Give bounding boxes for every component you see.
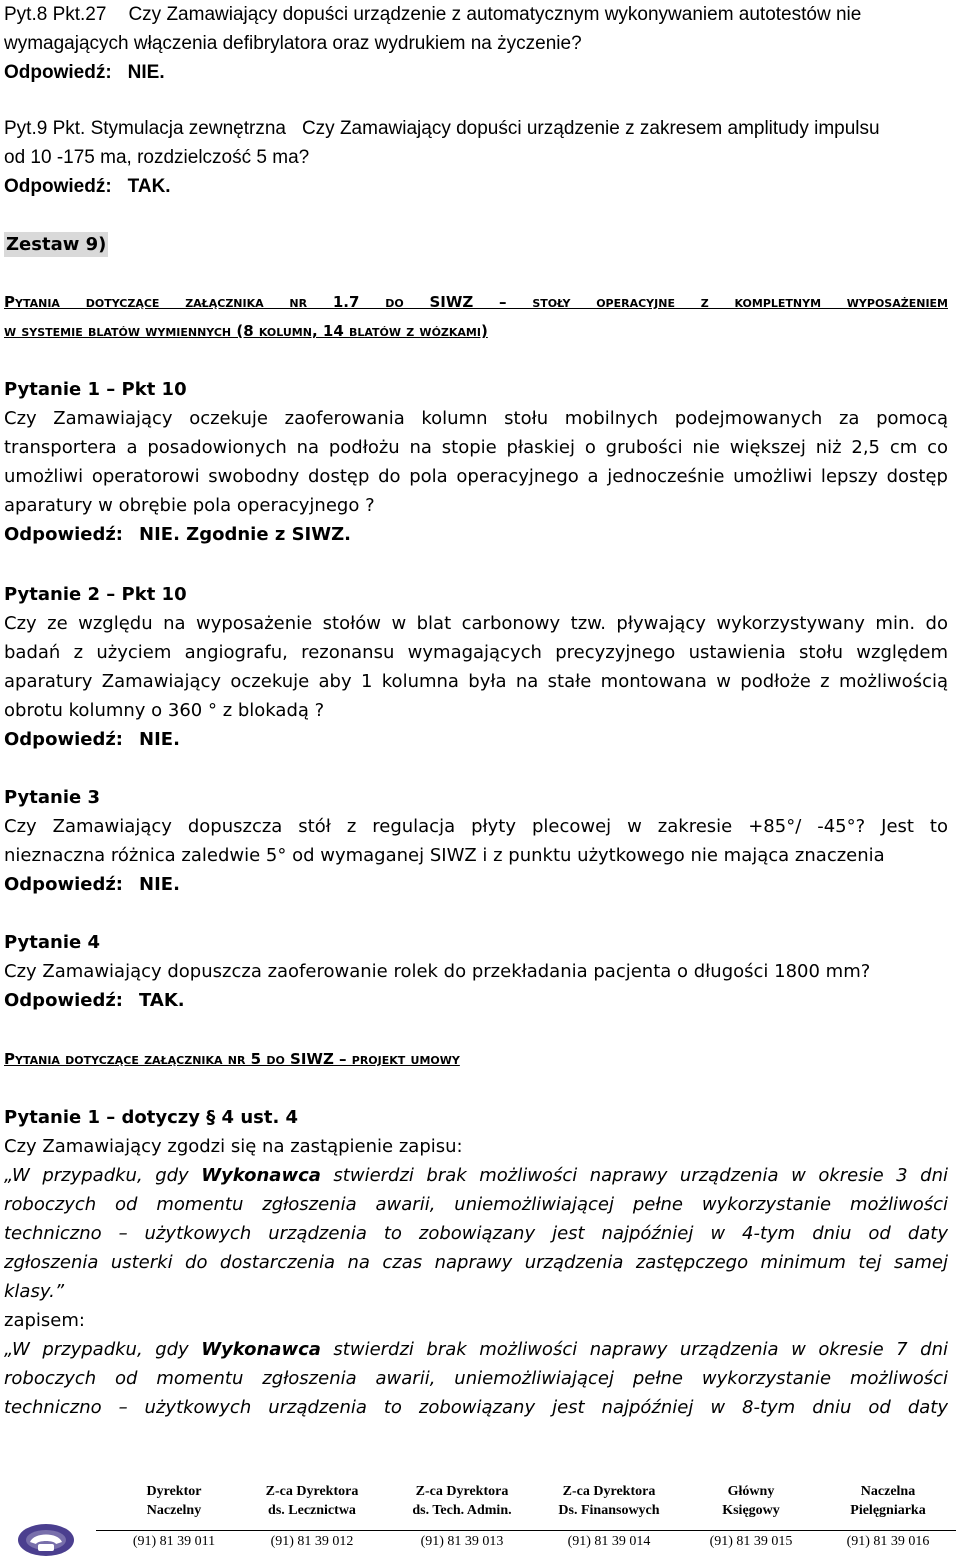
question-contract-1-intro: Czy Zamawiający zgodzi się na zastąpienie zapisu:: [4, 1136, 463, 1157]
question-p3-line-2: nieznaczna różnica zaledwie 5° od wymaganej SIWZ i z punktu użytkowego nie mająca znaczenia: [4, 845, 885, 866]
question-p2-answer: Odpowiedź: NIE.: [4, 729, 180, 750]
quote-1-line-4: zgłoszenia usterki do dostarczenia na czas naprawy urządzenia zastępczego minimum tej samej: [4, 1252, 948, 1273]
question-p3-title: Pytanie 3: [4, 787, 100, 808]
question-p2-title: Pytanie 2 – Pkt 10: [4, 584, 187, 605]
quote-1-line-3: techniczno – użytkowych urządzenia to zobowiązany jest najpóźniej w 4-tym dniu od daty: [4, 1223, 948, 1244]
question-p1: [4, 375, 948, 549]
question-p1-line-4: aparatury w obrębie pola operacyjnego ?: [4, 495, 375, 516]
footer-divider: [96, 1530, 956, 1531]
question-p1-line-3: umożliwi operatorowi swobodny dostęp do pola operacyjnego a jednocześnie umożliwi lepszy dostęp: [4, 466, 948, 487]
question-p2-line-4: obrotu kolumny o 360 ° z blokadą ?: [4, 700, 325, 721]
question-p4-line-1: Czy Zamawiający dopuszcza zaoferowanie rolek do przekładania pacjenta o długości 1800 mm?: [4, 961, 871, 982]
question-p1-line-1: Czy Zamawiający oczekuje zaoferowania kolumn stołu mobilnych podejmowanych za pomocą: [4, 408, 948, 429]
section-heading-1-line-1: Pytania dotyczące załącznika nr 1.7 do SIWZ – stoły operacyjne z kompletnym wyposażeniem: [4, 293, 948, 311]
quote-1-line-2: roboczych od momentu zgłoszenia awarii, uniemożliwiającej pełne wykorzystanie możliwości: [4, 1194, 948, 1215]
question-p3: [4, 783, 948, 899]
quote-1-line-5: klasy.”: [4, 1281, 65, 1302]
footer-phone-2: (91) 81 39 012: [270, 1534, 354, 1549]
footer-phone-1: (91) 81 39 011: [132, 1534, 216, 1549]
footer-col-2: Z-ca Dyrektora ds. Lecznictwa: [265, 1484, 359, 1518]
footer-col-4: Z-ca Dyrektora Ds. Finansowych: [558, 1484, 660, 1518]
question-8: [4, 0, 948, 87]
question-p1-line-2: transportera a posadowionych na podłożu na stopie płaskiej o grubości nie większej niż 2,5 cm co: [4, 437, 948, 458]
quote-2-line-3: techniczno – użytkowych urządzenia to zobowiązany jest najpóźniej w 8-tym dniu od daty: [4, 1397, 948, 1418]
question-p1-title: Pytanie 1 – Pkt 10: [4, 379, 187, 400]
set-label: Zestaw 9): [6, 234, 107, 255]
question-p3-answer: Odpowiedź: NIE.: [4, 874, 180, 895]
footer-phone-5: (91) 81 39 015: [709, 1534, 793, 1549]
footer-col-3: Z-ca Dyrektora ds. Tech. Admin.: [412, 1484, 512, 1518]
footer-phone-4: (91) 81 39 014: [567, 1534, 651, 1549]
question-p4-answer: Odpowiedź: TAK.: [4, 990, 185, 1011]
question-p2-line-2: badań z użyciem angiografu, rezonansu wymagających precyzyjnego ustawienia stołu względem: [4, 642, 948, 663]
quote-2-line-1: „W przypadku, gdy Wykonawca stwierdzi brak możliwości naprawy urządzenia w okresie 7 dni: [4, 1339, 948, 1360]
phone-logo-icon: [16, 1522, 76, 1558]
question-contract-1: [4, 1103, 948, 1422]
page-footer: [0, 1482, 960, 1562]
question-p3-line-1: Czy Zamawiający dopuszcza stół z regulacja płyty plecowej w zakresie +85°/ -45°? Jest to: [4, 816, 948, 837]
footer-col-1: Dyrektor Naczelny: [146, 1484, 202, 1518]
section-heading-1-line-2: w systemie blatów wymiennych (8 kolumn, 14 blatów z wózkami): [4, 322, 488, 340]
quote-2-line-2: roboczych od momentu zgłoszenia awarii, uniemożliwiającej pełne wykorzystanie możliwości: [4, 1368, 948, 1389]
question-9-answer: Odpowiedź: TAK.: [4, 176, 171, 197]
question-p2-line-1: Czy ze względu na wyposażenie stołów w blat carbonowy tzw. pływający wykorzystywany min. do: [4, 613, 948, 634]
question-p4: [4, 928, 948, 1015]
question-contract-1-title: Pytanie 1 – dotyczy § 4 ust. 4: [4, 1107, 299, 1128]
question-p1-answer: Odpowiedź: NIE. Zgodnie z SIWZ.: [4, 524, 351, 545]
question-p2-line-3: aparatury Zamawiający oczekuje aby 1 kolumna była na stałe montowana w podłoże z możliwością: [4, 671, 948, 692]
section-heading-2-line-1: Pytania dotyczące załącznika nr 5 do SIWZ – projekt umowy: [4, 1050, 460, 1068]
question-9-line-2: od 10 -175 ma, rozdzielczość 5 ma?: [4, 147, 310, 168]
question-contract-1-mid: zapisem:: [4, 1310, 85, 1331]
section-heading-1: [4, 288, 948, 346]
set-heading: [4, 230, 948, 259]
question-8-answer: Odpowiedź: NIE.: [4, 62, 165, 83]
question-8-line-2: wymagających włączenia defibrylatora oraz wydrukiem na życzenie?: [4, 33, 582, 54]
question-p4-title: Pytanie 4: [4, 932, 100, 953]
question-9: [4, 114, 948, 201]
section-heading-2: [4, 1045, 948, 1074]
footer-col-5: Główny Księgowy: [722, 1484, 780, 1518]
quote-1-line-1: „W przypadku, gdy Wykonawca stwierdzi brak możliwości naprawy urządzenia w okresie 3 dni: [4, 1165, 948, 1186]
footer-phone-6: (91) 81 39 016: [846, 1534, 930, 1549]
footer-col-6: Naczelna Pielęgniarka: [850, 1484, 926, 1518]
question-p2: [4, 580, 948, 754]
footer-phone-3: (91) 81 39 013: [420, 1534, 504, 1549]
question-9-line-1: Pyt.9 Pkt. Stymulacja zewnętrzna Czy Zamawiający dopuści urządzenie z zakresem amplitudy impulsu: [4, 118, 880, 139]
question-8-line-1: Pyt.8 Pkt.27 Czy Zamawiający dopuści urządzenie z automatycznym wykonywaniem autotestów nie: [4, 4, 862, 25]
